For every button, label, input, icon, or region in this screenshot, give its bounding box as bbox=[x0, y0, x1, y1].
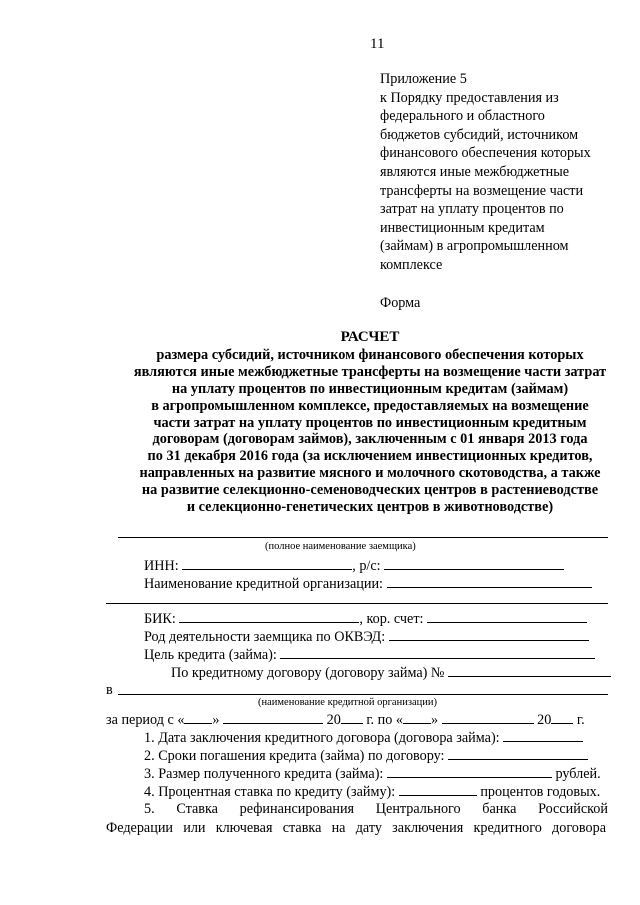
title-line: договорам (договорам займов), заключенным с 01 января 2013 года bbox=[152, 431, 588, 448]
loan-amount-field[interactable] bbox=[387, 764, 552, 778]
corr-account-field[interactable] bbox=[427, 609, 587, 623]
okved-field[interactable] bbox=[389, 627, 589, 641]
okved-label: Род деятельности заемщика по ОКВЭД: bbox=[144, 629, 386, 645]
period-prefix: за период с « bbox=[106, 712, 185, 728]
bik-field[interactable] bbox=[179, 609, 359, 623]
credit-org-continuation-field[interactable] bbox=[106, 603, 608, 604]
purpose-field[interactable] bbox=[280, 645, 595, 659]
bank-name-field[interactable] bbox=[118, 694, 608, 695]
end-day-field[interactable] bbox=[403, 710, 431, 724]
item-4 bbox=[144, 782, 600, 801]
contract-date-field[interactable] bbox=[503, 728, 583, 742]
period-row bbox=[106, 710, 585, 729]
item-3-label: 3. Размер полученного кредита (займа): bbox=[144, 766, 384, 782]
quote-close: » bbox=[212, 712, 220, 728]
quote-close2: » bbox=[430, 712, 439, 728]
appendix-line: затрат на уплату процентов по bbox=[380, 201, 564, 218]
item-5-line-1: 5. Ставка рефинансирования Центрального банка Российской bbox=[144, 801, 608, 817]
appendix-line: Приложение 5 bbox=[380, 71, 467, 87]
bank-row bbox=[106, 681, 113, 699]
year-suffix: г. по « bbox=[366, 712, 403, 728]
inn-label: ИНН: bbox=[144, 558, 179, 574]
interest-rate-field[interactable] bbox=[399, 782, 477, 796]
start-month-field[interactable] bbox=[223, 710, 323, 724]
item-4-unit: процентов годовых. bbox=[480, 784, 601, 800]
item-5-line-2: Федерации или ключевая ставка на дату заключения кредитного договора bbox=[106, 820, 606, 836]
title-line: направленных на развитие мясного и молочного скотоводства, а также bbox=[139, 465, 601, 482]
year-suffix2: г. bbox=[576, 712, 585, 728]
title-line: в агропромышленном комплексе, предоставляемых на возмещение bbox=[151, 397, 589, 414]
contract-row bbox=[171, 663, 611, 682]
item-3 bbox=[144, 764, 601, 783]
page-number: 11 bbox=[370, 36, 385, 52]
purpose-label: Цель кредита (займа): bbox=[144, 647, 277, 663]
item-3-unit: рублей. bbox=[555, 766, 601, 782]
title-line: по 31 декабря 2016 года (за исключением инвестиционных кредитов, bbox=[147, 448, 593, 465]
item-4-label: 4. Процентная ставка по кредиту (займу): bbox=[144, 784, 396, 800]
item-2-label: 2. Сроки погашения кредита (займа) по договору: bbox=[144, 748, 445, 764]
okved-row bbox=[144, 627, 589, 646]
credit-org-caption: (наименование кредитной организации) bbox=[258, 697, 437, 708]
document-title bbox=[90, 329, 640, 516]
corr-account-label: , кор. счет: bbox=[359, 611, 424, 627]
credit-org-field[interactable] bbox=[387, 574, 592, 588]
year-prefix2: 20 bbox=[537, 712, 552, 728]
account-field[interactable] bbox=[384, 556, 564, 570]
title-line: части затрат на уплату процентов по инвестиционным кредитным bbox=[153, 414, 587, 431]
credit-org-label: Наименование кредитной организации: bbox=[144, 576, 383, 592]
title-line: и селекционно-генетических центров в животноводстве) bbox=[186, 499, 554, 516]
bik-row bbox=[144, 609, 587, 628]
appendix-line: инвестиционным кредитам bbox=[380, 219, 545, 236]
title-line: на уплату процентов по инвестиционным кредитам (займам) bbox=[171, 380, 569, 397]
contract-label: По кредитному договору (договору займа) № bbox=[171, 665, 445, 681]
appendix-line: являются иные межбюджетные bbox=[380, 163, 570, 180]
form-label: Форма bbox=[380, 294, 421, 311]
appendix-line: комплексе bbox=[380, 256, 443, 273]
repayment-term-field[interactable] bbox=[448, 746, 588, 760]
title-line: являются иные межбюджетные трансферты на возмещение части затрат bbox=[133, 363, 607, 380]
title-line: на развитие селекционно-семеноводческих центров в растениеводстве bbox=[141, 482, 599, 499]
credit-org-row bbox=[144, 574, 592, 593]
borrower-caption: (полное наименование заемщика) bbox=[265, 541, 416, 552]
end-year-field[interactable] bbox=[551, 710, 573, 724]
appendix-line: трансферты на возмещение части bbox=[380, 182, 584, 199]
bik-label: БИК: bbox=[144, 611, 176, 627]
purpose-row bbox=[144, 645, 595, 664]
appendix-line: федерального и областного bbox=[380, 108, 545, 125]
inn-row bbox=[144, 556, 564, 575]
in-label: в bbox=[106, 682, 113, 698]
year-prefix: 20 bbox=[326, 712, 341, 728]
appendix-line: (займам) в агропромышленном bbox=[380, 238, 569, 255]
item-2 bbox=[144, 746, 588, 765]
borrower-name-field[interactable] bbox=[118, 537, 608, 538]
title-line: размера субсидий, источником финансового обеспечения которых bbox=[156, 346, 584, 363]
appendix-block bbox=[380, 70, 630, 312]
end-month-field[interactable] bbox=[442, 710, 534, 724]
account-label: , р/с: bbox=[352, 558, 381, 574]
contract-number-field[interactable] bbox=[448, 663, 611, 677]
inn-field[interactable] bbox=[182, 556, 352, 570]
title-heading: РАСЧЕТ bbox=[340, 329, 400, 345]
start-day-field[interactable] bbox=[184, 710, 212, 724]
start-year-field[interactable] bbox=[341, 710, 363, 724]
item-1-label: 1. Дата заключения кредитного договора (договора займа): bbox=[144, 730, 500, 746]
item-1 bbox=[144, 728, 583, 747]
appendix-line: к Порядку предоставления из bbox=[380, 89, 559, 106]
appendix-line: финансового обеспечения которых bbox=[380, 145, 591, 162]
appendix-line: бюджетов субсидий, источником bbox=[380, 126, 579, 143]
